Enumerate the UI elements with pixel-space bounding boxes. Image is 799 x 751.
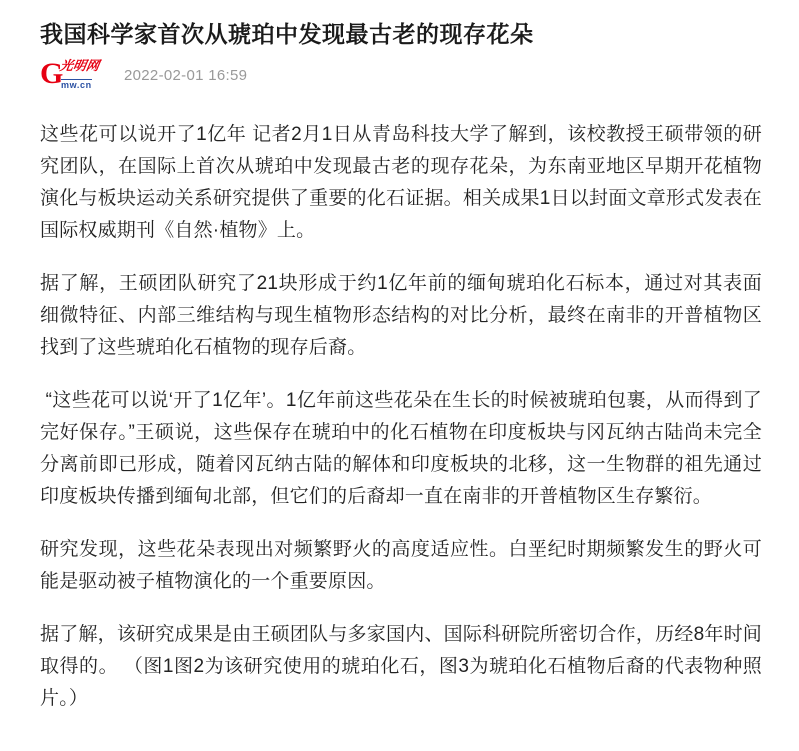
gmw-logo-script-icon: 光明网 (58, 59, 101, 74)
article-paragraph: 研究发现，这些花朵表现出对频繁野火的高度适应性。白垩纪时期频繁发生的野火可能是驱动被子植物演化的一个重要原因。 (40, 539, 762, 592)
article-meta-row (40, 59, 762, 91)
article-paragraph: 这些花可以说开了1亿年 记者2月1日从青岛科技大学了解到，该校教授王硕带领的研究团队，在国际上首次从琥珀中发现最古老的现存花朵，为东南亚地区早期开花植物演化与板块运动关系研究提供了重要的化石证据。相关成果1日以封面文章形式发表在国际权威期刊《自然·植物》上。 (40, 124, 762, 241)
gmw-logo-mwcn-icon: mw.cn (61, 80, 92, 90)
gmw-logo[interactable] (40, 59, 110, 91)
publish-timestamp: 2022-02-01 16:59 (124, 66, 248, 84)
article-body (40, 119, 762, 715)
gmw-logo-g-icon: G (40, 57, 64, 90)
article-paragraph: “这些花可以说‘开了1亿年’。1亿年前这些花朵在生长的时候被琥珀包裹，从而得到了完好保存。”王硕说，这些保存在琥珀中的化石植物在印度板块与冈瓦纳古陆尚未完全分离前即已形成，随着冈瓦纳古陆的解体和印度板块的北移，这一生物群的祖先通过印度板块传播到缅甸北部，但它们的后裔却一直在南非的开普植物区生存繁衍。 (40, 390, 762, 507)
article-paragraph: 据了解，王硕团队研究了21块形成于约1亿年前的缅甸琥珀化石标本，通过对其表面细微特征、内部三维结构与现生植物形态结构的对比分析，最终在南非的开普植物区找到了这些琥珀化石植物的现存后裔。 (40, 273, 762, 358)
article-paragraph: 据了解，该研究成果是由王硕团队与多家国内、国际科研院所密切合作，历经8年时间取得的。 （图1图2为该研究使用的琥珀化石，图3为琥珀化石植物后裔的代表物种照片。） (40, 624, 762, 709)
article-title: 我国科学家首次从琥珀中发现最古老的现存花朵 (40, 21, 534, 47)
